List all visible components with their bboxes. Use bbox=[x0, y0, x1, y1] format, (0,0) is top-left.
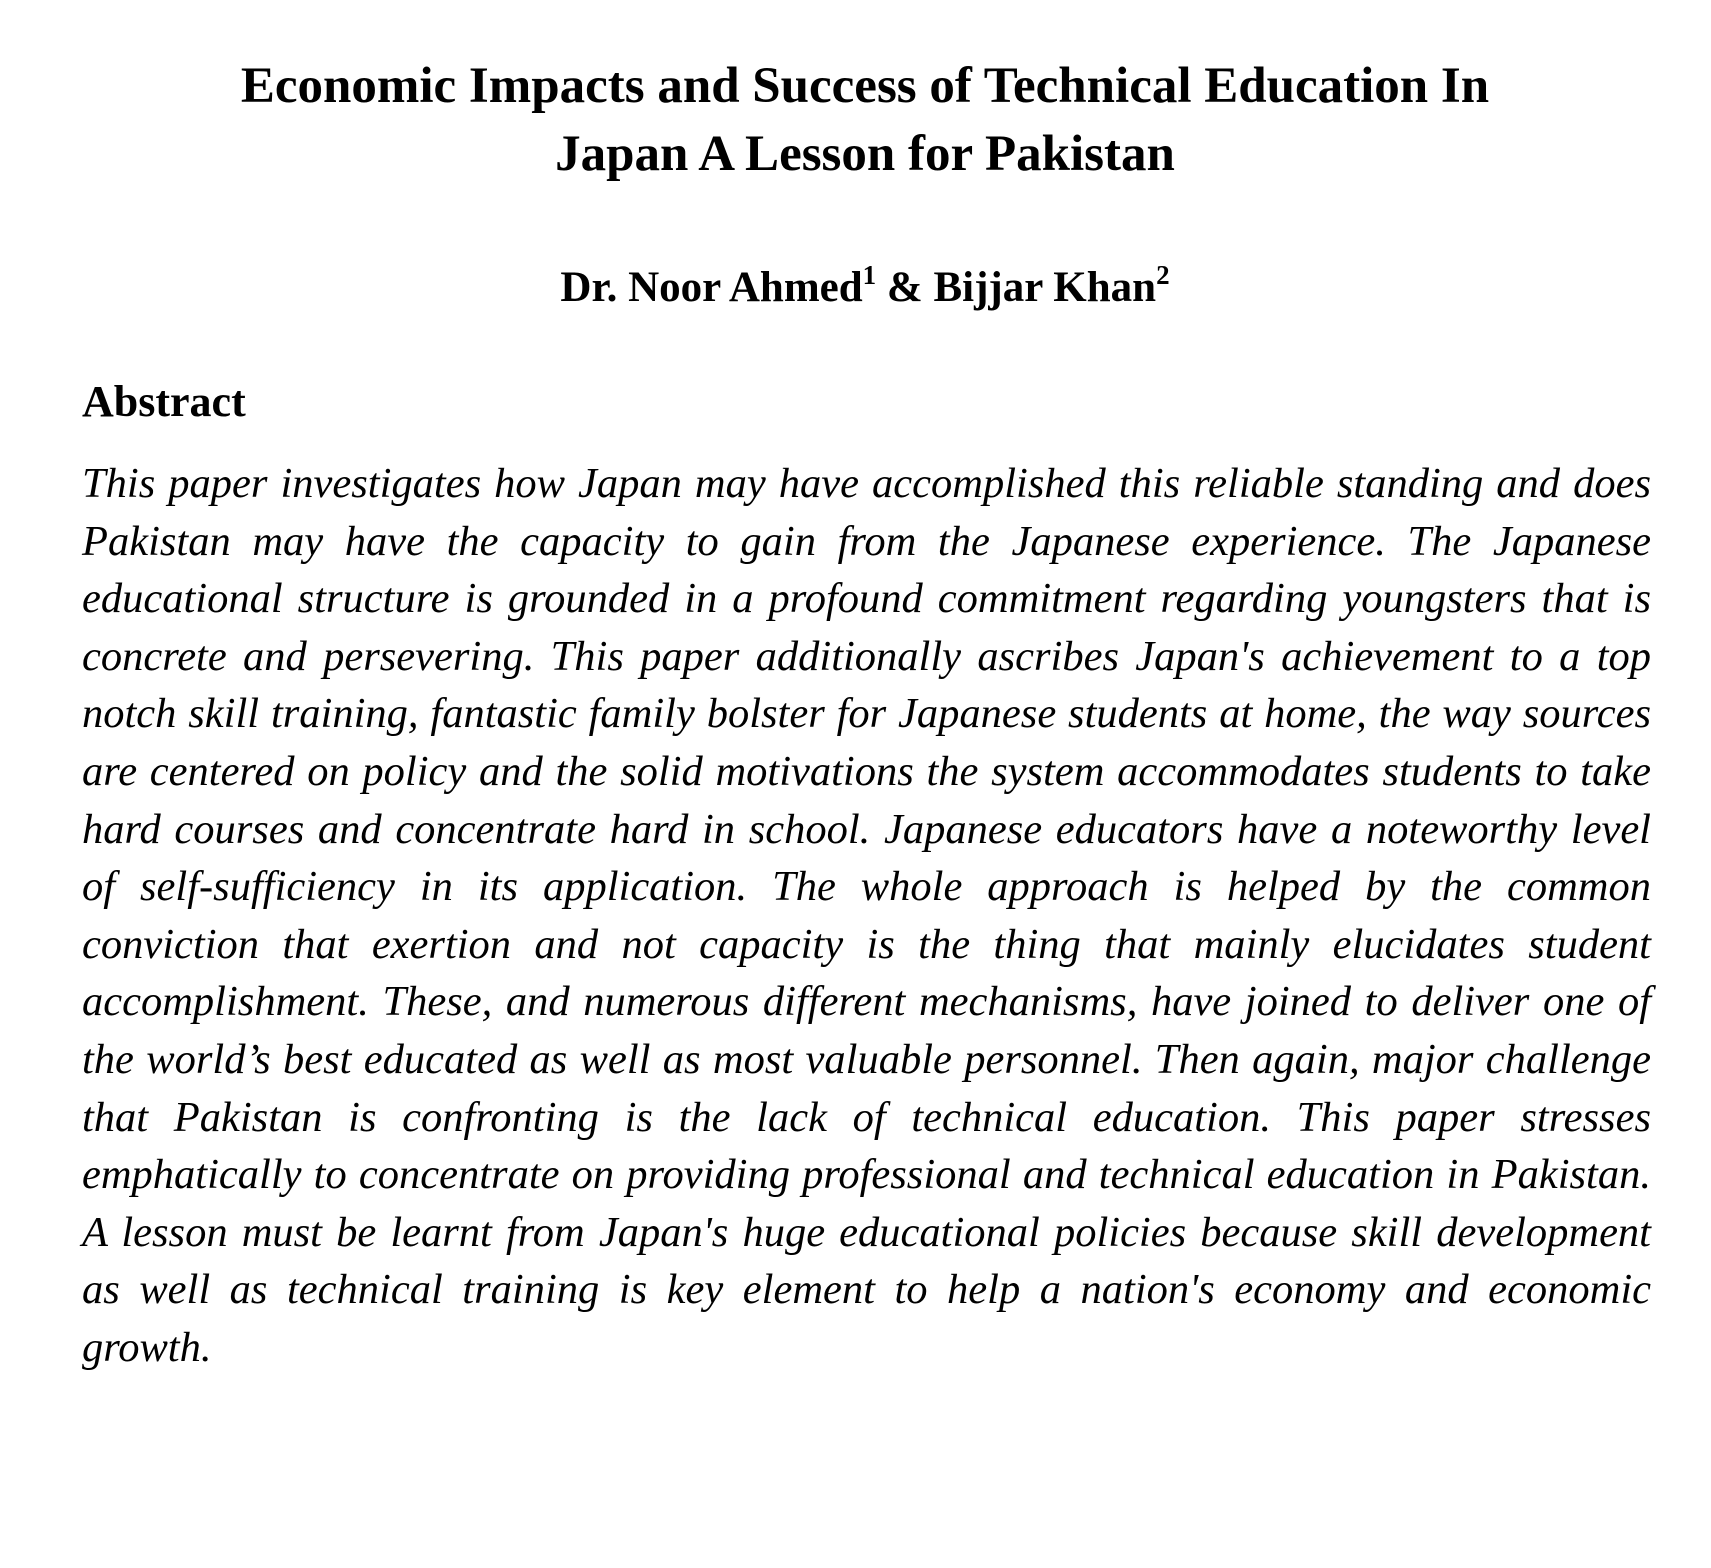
author-affiliation-1: 1 bbox=[862, 260, 877, 290]
author-line bbox=[100, 258, 1630, 322]
paper-title bbox=[100, 52, 1630, 188]
abstract-heading: Abstract bbox=[82, 377, 246, 426]
author-separator: & bbox=[876, 264, 934, 311]
title-line-1: Economic Impacts and Success of Technical Education In bbox=[240, 58, 1490, 114]
title-line-2: Japan A Lesson for Pakistan bbox=[555, 126, 1175, 182]
abstract-text: This paper investigates how Japan may have accomplished this reliable standing and does Pakistan may have the capacity to gain from the Japanese experience. The Japanese educational structure is grounded in a profound commitment regarding youngsters that is concrete and persevering. This paper additionally ascribes Japan's achievement to a top notch skill training, fantastic family bolster for Japanese students at home, the way sources are centered on policy and the solid motivations the system accommodates students to take hard courses and concentrate hard in school. Japanese educators have a noteworthy level of self-sufficiency in its application. The whole approach is helped by the common conviction that exertion and not capacity is the thing that mainly elucidates student accomplishment. These, and numerous different mechanisms, have joined to deliver one of the world’s best educated as well as most valuable personnel. Then again, major challenge that Pakistan is confronting is the lack of technical education. This paper stresses emphatically to concentrate on providing professional and technical education in Pakistan. A lesson must be learnt from Japan's huge educational policies because skill development as well as technical training is key element to help a nation's economy and economic growth. bbox=[82, 460, 1651, 1371]
author-name-1: Dr. Noor Ahmed bbox=[560, 264, 863, 311]
author-name-2: Bijjar Khan bbox=[933, 264, 1157, 311]
author-affiliation-2: 2 bbox=[1156, 260, 1170, 290]
